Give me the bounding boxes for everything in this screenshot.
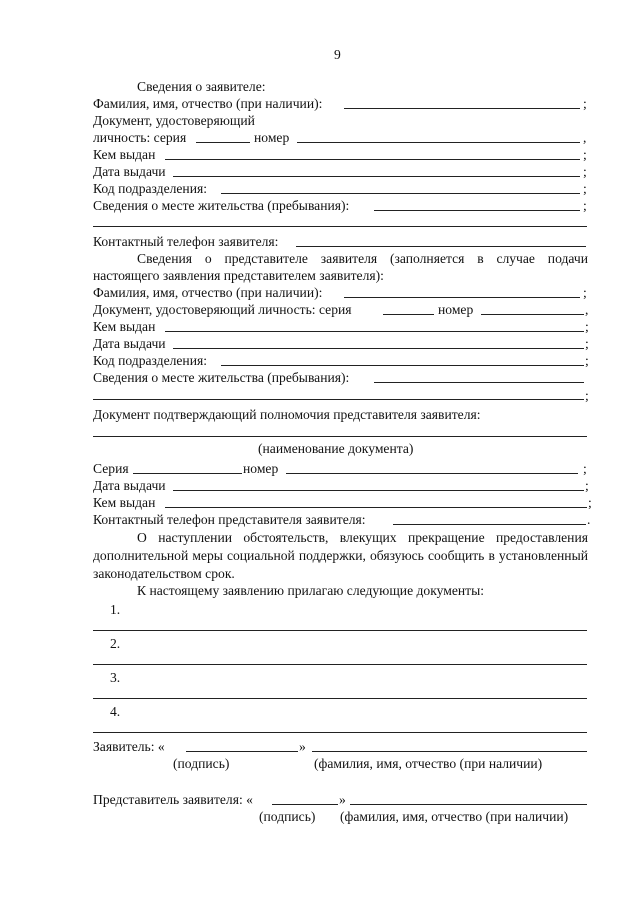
applicant-issued-by-field[interactable]	[165, 159, 580, 160]
applicant-heading: Сведения о заявителе:	[137, 79, 266, 94]
doc-name-hint: (наименование документа)	[258, 441, 414, 456]
representative-phone-label: Контактный телефон представителя заявителя:	[93, 512, 366, 527]
semicolon: ;	[585, 336, 589, 351]
applicant-phone-label: Контактный телефон заявителя:	[93, 234, 279, 249]
applicant-doc-number-label: номер	[254, 130, 290, 145]
series-label: Серия	[93, 461, 129, 476]
representative-doc-label: Документ, удостоверяющий личность: серия	[93, 302, 352, 317]
representative-subdivision-label: Код подразделения:	[93, 353, 208, 368]
representative-issue-date-label: Дата выдачи	[93, 336, 166, 351]
representative-doc-number-label: номер	[438, 302, 474, 317]
period: .	[587, 512, 591, 527]
semicolon: ;	[583, 181, 587, 196]
series-field[interactable]	[133, 473, 242, 474]
semicolon: ;	[583, 147, 587, 162]
applicant-doc-series-field[interactable]	[196, 142, 250, 143]
representative-fio-sign-field[interactable]	[350, 804, 587, 805]
semicolon: ;	[585, 353, 589, 368]
fio-hint: (фамилия, имя, отчество (при наличии)	[314, 756, 543, 771]
representative-fio-field[interactable]	[344, 297, 580, 298]
authority-doc-field[interactable]	[93, 436, 587, 437]
comma: ,	[583, 130, 587, 145]
attachment-line-4[interactable]	[93, 732, 587, 733]
applicant-subdivision-label: Код подразделения:	[93, 181, 208, 196]
representative-signature-field[interactable]	[272, 804, 338, 805]
applicant-issue-date-field[interactable]	[173, 176, 580, 177]
applicant-phone-field[interactable]	[296, 246, 586, 247]
representative-phone-field[interactable]	[393, 524, 586, 525]
applicant-residence-label: Сведения о месте жительства (пребывания):	[93, 198, 350, 213]
semicolon: ;	[583, 164, 587, 179]
applicant-doc-series-label: личность: серия	[93, 130, 187, 145]
representative-residence-field[interactable]	[374, 382, 584, 383]
attachment-line-2[interactable]	[93, 664, 587, 665]
applicant-fio-label: Фамилия, имя, отчество (при наличии):	[93, 96, 323, 111]
applicant-signature-label: Заявитель: «	[93, 739, 165, 754]
signature-hint: (подпись)	[173, 756, 230, 771]
applicant-residence-field-2[interactable]	[93, 226, 587, 227]
representative-residence-field-2[interactable]	[93, 399, 584, 400]
applicant-issue-date-label: Дата выдачи	[93, 164, 166, 179]
semicolon: ;	[583, 461, 587, 476]
issue-date2-field[interactable]	[173, 490, 584, 491]
representative-doc-number-field[interactable]	[481, 314, 584, 315]
semicolon: ;	[588, 495, 592, 510]
representative-heading: Сведения о представителе заявителя (заполняется в случае подачи настоящего заявления представителем заявителя):	[93, 251, 588, 283]
issue-date2-label: Дата выдачи	[93, 478, 166, 493]
semicolon: ;	[585, 478, 589, 493]
semicolon: ;	[583, 285, 587, 300]
representative-issue-date-field[interactable]	[173, 348, 584, 349]
close-quote: »	[299, 739, 306, 754]
applicant-residence-field[interactable]	[374, 210, 580, 211]
fio-hint-2: (фамилия, имя, отчество (при наличии)	[340, 809, 569, 824]
obligation-text: О наступлении обстоятельств, влекущих прекращение предоставления дополнительной меры социальной поддержки, обязуюсь сообщить в установленный законодательством срок.	[93, 530, 588, 581]
applicant-issued-by-label: Кем выдан	[93, 147, 156, 162]
applicant-doc-label: Документ, удостоверяющий	[93, 113, 255, 128]
attachment-item-4: 4.	[110, 704, 121, 719]
attachment-item-3: 3.	[110, 670, 121, 685]
attachments-intro: К настоящему заявлению прилагаю следующие документы:	[137, 583, 485, 598]
semicolon: ;	[585, 388, 589, 403]
attachment-line-1[interactable]	[93, 630, 587, 631]
close-quote: »	[339, 792, 346, 807]
issued-by2-label: Кем выдан	[93, 495, 156, 510]
number-label: номер	[243, 461, 279, 476]
applicant-subdivision-field[interactable]	[221, 193, 580, 194]
representative-issued-by-label: Кем выдан	[93, 319, 156, 334]
comma: ,	[585, 302, 589, 317]
representative-signature-label: Представитель заявителя: «	[93, 792, 253, 807]
representative-issued-by-field[interactable]	[165, 331, 584, 332]
semicolon: ;	[585, 319, 589, 334]
semicolon: ;	[583, 198, 587, 213]
representative-residence-label: Сведения о месте жительства (пребывания):	[93, 370, 350, 385]
applicant-fio-field[interactable]	[344, 108, 580, 109]
number-field[interactable]	[286, 473, 578, 474]
semicolon: ;	[583, 96, 587, 111]
attachment-item-1: 1.	[110, 602, 121, 617]
attachment-line-3[interactable]	[93, 698, 587, 699]
applicant-doc-number-field[interactable]	[297, 142, 580, 143]
signature-hint-2: (подпись)	[259, 809, 316, 824]
page-number: 9	[334, 47, 341, 62]
representative-doc-series-field[interactable]	[383, 314, 434, 315]
authority-doc-label: Документ подтверждающий полномочия представителя заявителя:	[93, 407, 481, 422]
applicant-fio-sign-field[interactable]	[312, 751, 587, 752]
representative-fio-label: Фамилия, имя, отчество (при наличии):	[93, 285, 323, 300]
issued-by2-field[interactable]	[165, 507, 587, 508]
representative-subdivision-field[interactable]	[221, 365, 584, 366]
applicant-signature-field[interactable]	[186, 751, 298, 752]
attachment-item-2: 2.	[110, 636, 121, 651]
